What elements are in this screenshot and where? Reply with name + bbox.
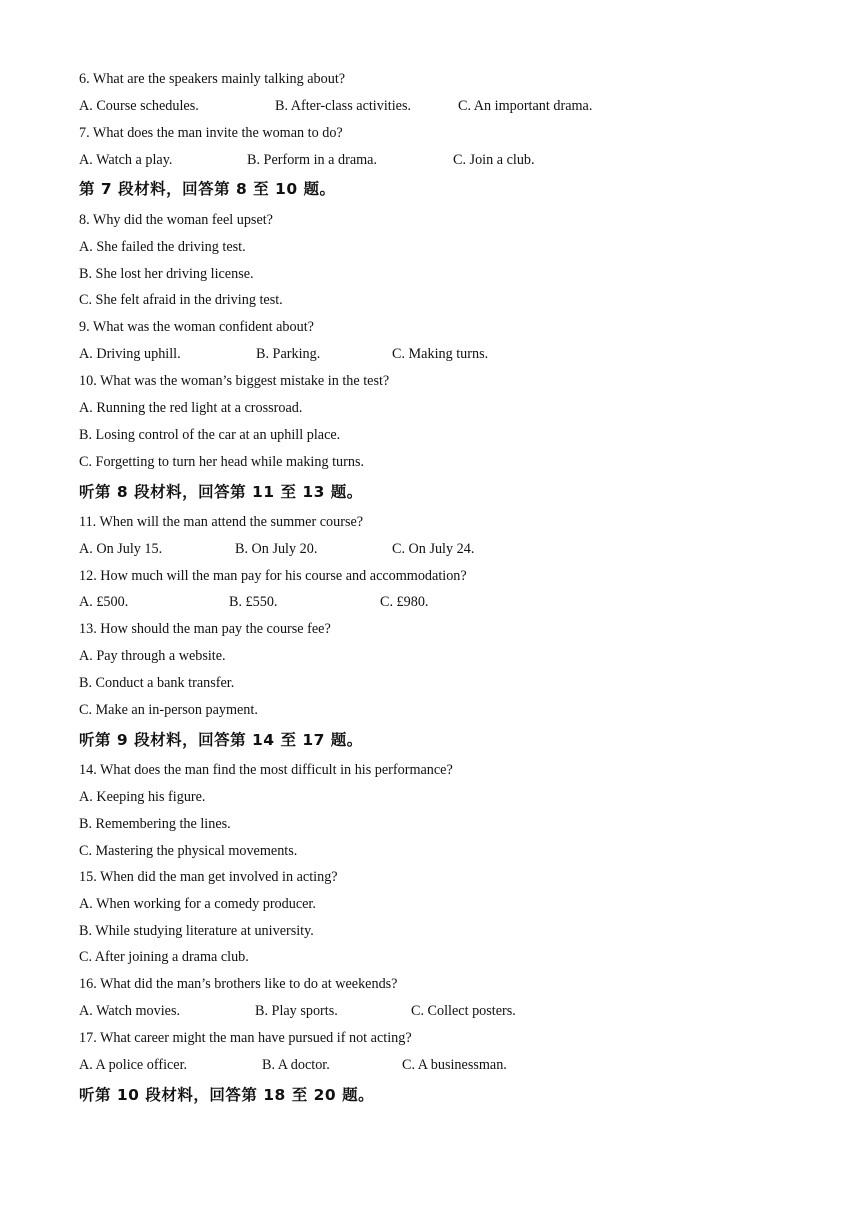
option-c: C. £980. bbox=[380, 594, 429, 610]
option-a: A. Running the red light at a crossroad. bbox=[79, 400, 303, 416]
option-b: B. Remembering the lines. bbox=[79, 816, 231, 832]
option-b: B. Losing control of the car at an uphill place. bbox=[79, 427, 341, 443]
section-heading: 听第 8 段材料，回答第 11 至 13 题。 bbox=[79, 483, 363, 501]
option-a: A. She failed the driving test. bbox=[79, 239, 246, 255]
option-b: B. Play sports. bbox=[255, 1003, 338, 1019]
option-a: A. When working for a comedy producer. bbox=[79, 896, 316, 912]
question-7-stem: 7. What does the man invite the woman to do? bbox=[79, 125, 343, 141]
option-a: A. Pay through a website. bbox=[79, 648, 226, 664]
option-b: B. Conduct a bank transfer. bbox=[79, 675, 235, 691]
section-heading: 第 7 段材料，回答第 8 至 10 题。 bbox=[79, 180, 336, 198]
option-a: A. On July 15. bbox=[79, 541, 163, 557]
option-b: B. A doctor. bbox=[262, 1057, 330, 1073]
option-c: C. Collect posters. bbox=[411, 1003, 516, 1019]
option-c: C. A businessman. bbox=[402, 1057, 507, 1073]
question-8-stem: 8. Why did the woman feel upset? bbox=[79, 212, 273, 228]
question-11-stem: 11. When will the man attend the summer course? bbox=[79, 514, 364, 530]
question-6-stem: 6. What are the speakers mainly talking about? bbox=[79, 71, 346, 87]
option-b: B. Perform in a drama. bbox=[247, 152, 378, 168]
section-heading: 听第 10 段材料，回答第 18 至 20 题。 bbox=[79, 1086, 375, 1104]
option-c: C. After joining a drama club. bbox=[79, 949, 249, 965]
question-14-stem: 14. What does the man find the most difficult in his performance? bbox=[79, 762, 453, 778]
option-a: A. £500. bbox=[79, 594, 129, 610]
option-c: C. She felt afraid in the driving test. bbox=[79, 292, 283, 308]
question-15-stem: 15. When did the man get involved in acting? bbox=[79, 869, 338, 885]
option-c: C. Forgetting to turn her head while making turns. bbox=[79, 454, 365, 470]
question-16-stem: 16. What did the man’s brothers like to do at weekends? bbox=[79, 976, 398, 992]
option-a: A. Course schedules. bbox=[79, 98, 199, 114]
question-12-stem: 12. How much will the man pay for his course and accommodation? bbox=[79, 568, 467, 584]
option-b: B. She lost her driving license. bbox=[79, 266, 254, 282]
question-10-stem: 10. What was the woman’s biggest mistake in the test? bbox=[79, 373, 390, 389]
section-heading: 听第 9 段材料，回答第 14 至 17 题。 bbox=[79, 731, 363, 749]
question-13-stem: 13. How should the man pay the course fee? bbox=[79, 621, 331, 637]
option-a: A. Watch movies. bbox=[79, 1003, 181, 1019]
option-c: C. Mastering the physical movements. bbox=[79, 843, 298, 859]
option-a: A. A police officer. bbox=[79, 1057, 188, 1073]
option-a: A. Watch a play. bbox=[79, 152, 173, 168]
option-c: C. An important drama. bbox=[458, 98, 593, 114]
option-b: B. While studying literature at university. bbox=[79, 923, 314, 939]
option-b: B. Parking. bbox=[256, 346, 321, 362]
question-9-stem: 9. What was the woman confident about? bbox=[79, 319, 314, 335]
option-a: A. Driving uphill. bbox=[79, 346, 181, 362]
option-c: C. Make an in-person payment. bbox=[79, 702, 258, 718]
option-b: B. £550. bbox=[229, 594, 278, 610]
option-a: A. Keeping his figure. bbox=[79, 789, 206, 805]
option-c: C. Making turns. bbox=[392, 346, 489, 362]
option-b: B. On July 20. bbox=[235, 541, 318, 557]
option-b: B. After-class activities. bbox=[275, 98, 412, 114]
option-c: C. On July 24. bbox=[392, 541, 475, 557]
question-17-stem: 17. What career might the man have pursued if not acting? bbox=[79, 1030, 412, 1046]
option-c: C. Join a club. bbox=[453, 152, 535, 168]
